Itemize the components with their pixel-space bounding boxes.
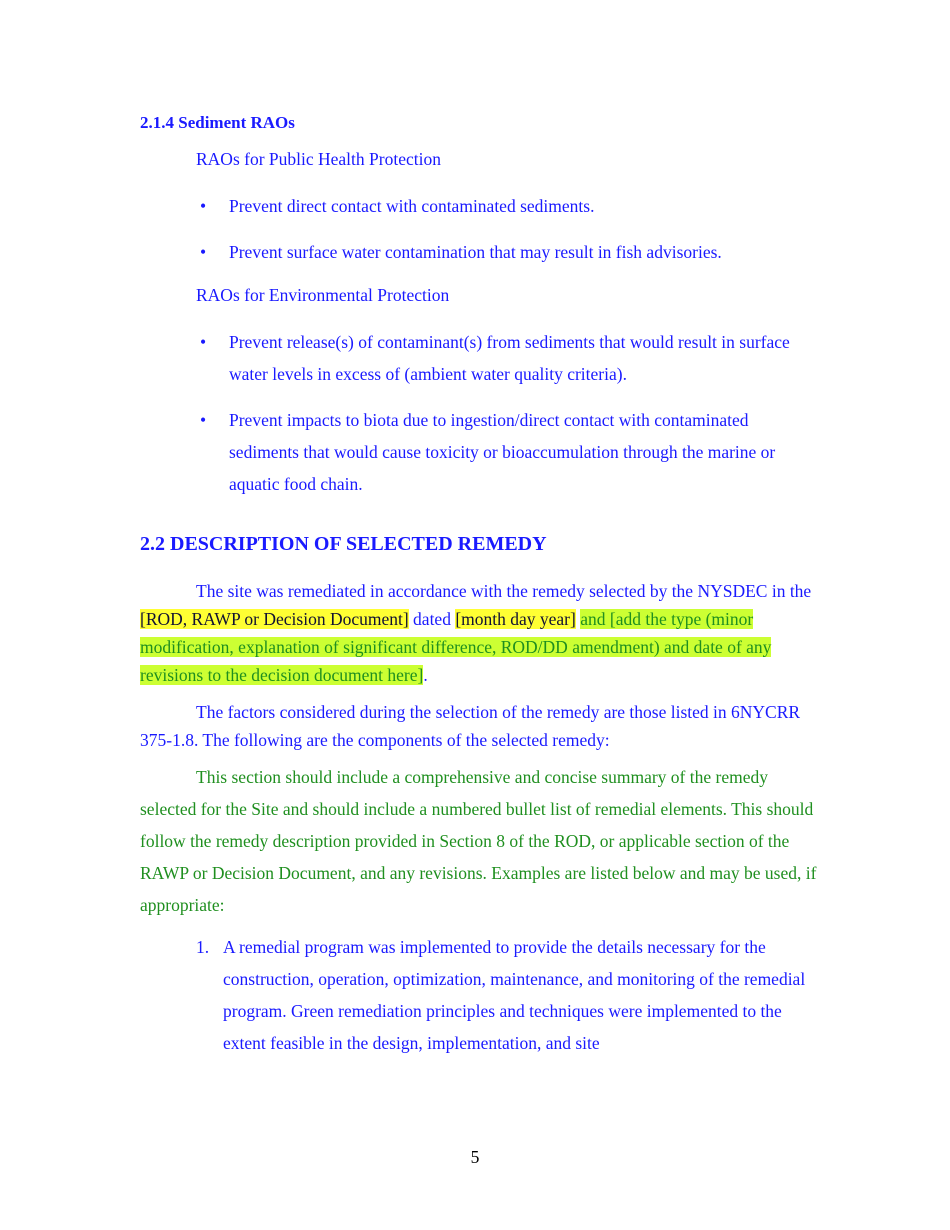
list-number: 1.: [196, 937, 210, 957]
list-item-text: Prevent release(s) of contaminant(s) from sediments that would result in surface water levels in excess of (ambient water quality criteria).: [229, 332, 790, 384]
paragraph-lead: The site was remediated in accordance with the remedy selected by the NYSDEC in the: [196, 581, 812, 601]
paragraph-text: This section should include a comprehensive and concise summary of the remedy selected for the Site and should include a numbered bullet list of remedial elements. This should follow the remedy description provided in Section 8 of the ROD, or applicable section of the RAWP or Decision Document, and any revisions. Examples are listed below and may be used, if appropriate:: [140, 767, 817, 915]
paragraph-remedy-factors: [140, 698, 820, 754]
bullet-icon: •: [200, 332, 207, 352]
list-item-text: A remedial program was implemented to provide the details necessary for the construction, operation, optimization, maintenance, and monitoring of the remedial program. Green remediation principles and techniques were implemented to the extent feasible in the design, implementation, and site: [223, 937, 806, 1053]
bullet-icon: •: [200, 196, 207, 216]
bullet-icon: •: [200, 410, 207, 430]
bullet-icon: •: [200, 242, 207, 262]
list-item-text: Prevent surface water contamination that may result in fish advisories.: [229, 242, 722, 262]
paragraph-end: .: [423, 665, 428, 685]
section-heading-2-1-4: 2.1.4 Sediment RAOs: [140, 113, 295, 132]
list-item-text: Prevent impacts to biota due to ingestion/direct contact with contaminated sediments that would cause toxicity or bioaccumulation through the marine or aquatic food chain.: [229, 410, 776, 494]
paragraph-text: The factors considered during the selection of the remedy are those listed in 6NYCRR 375-1.8. The following are the components of the selected remedy:: [140, 702, 801, 750]
section-heading-2-2: 2.2 DESCRIPTION OF SELECTED REMEDY: [140, 533, 547, 555]
paragraph-instruction-summary: [140, 761, 820, 921]
public-health-raos-label: RAOs for Public Health Protection: [196, 149, 441, 169]
paragraph-remedy-selection: [140, 577, 820, 689]
environmental-raos-label: RAOs for Environmental Protection: [196, 285, 450, 305]
placeholder-decision-document: [ROD, RAWP or Decision Document]: [140, 609, 409, 629]
list-item-text: Prevent direct contact with contaminated sediments.: [229, 196, 595, 216]
page-number: 5: [470, 1147, 480, 1167]
placeholder-date: [month day year]: [455, 609, 576, 629]
dated-text: dated: [408, 609, 456, 629]
revision-instruction-note: and [add the type (minor modification, explanation of significant difference, ROD/DD amendment) and date of any revisions to the decision document here]: [140, 609, 772, 685]
